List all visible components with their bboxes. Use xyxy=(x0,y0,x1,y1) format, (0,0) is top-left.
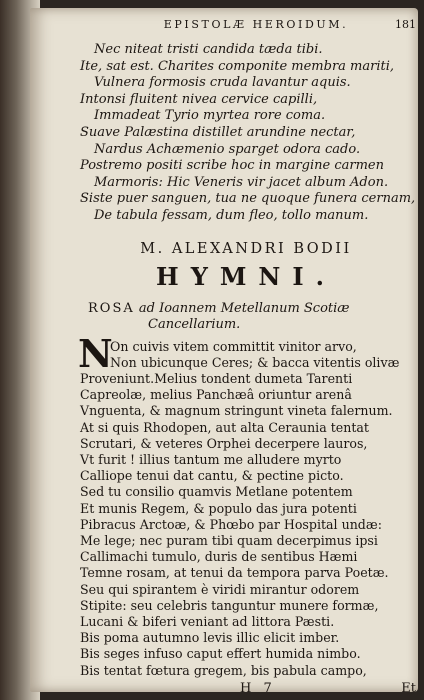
verse-line: Nec niteat tristi candida tæda tibi. xyxy=(94,42,323,57)
poem-line: Calliope tenui dat cantu, & pectine picto. xyxy=(80,468,344,484)
running-title: EPISTOLÆ HEROIDUM. xyxy=(163,18,349,31)
poem-line: Scrutari, & veteres Orphei decerpere lauros, xyxy=(80,435,368,451)
poem-line: Non ubicunque Ceres; & bacca vitentis olivæ xyxy=(110,354,400,370)
verse-line: De tabula fessam, dum fleo, tollo manum. xyxy=(94,207,369,223)
dedication-text: ad Ioannem Metellanum Scotiæ xyxy=(138,300,350,316)
poem-line: Callimachi tumulo, duris de sentibus Hæmi xyxy=(80,549,358,565)
page-number: 181 xyxy=(395,18,416,31)
poem-line: On cuivis vitem committit vinitor arvo, xyxy=(110,338,357,354)
poem-line: Temne rosam, at tenui da tempora parva Poetæ. xyxy=(80,565,389,581)
dedication-line-1 xyxy=(80,301,412,317)
verse-line: Intonsi fluitent nivea cervice capilli, xyxy=(80,91,318,107)
verse-line: Siste puer sanguen, tua ne quoque funera cernam, xyxy=(80,191,416,207)
poem-line: Pibracus Arctoæ, & Phœbo par Hospital undæ: xyxy=(80,516,382,532)
poem-line: Seu qui spirantem è viridi mirantur odorem xyxy=(80,581,360,597)
verse-line: Marmoris: Hic Veneris vir jacet album Adon. xyxy=(94,174,389,190)
page-footer xyxy=(80,680,416,699)
work-title: HYMNI. xyxy=(156,261,336,291)
running-header xyxy=(80,18,416,42)
poem-line: Vt furit ! illius tantum me alludere myrto xyxy=(80,451,342,467)
verses-top xyxy=(80,42,416,225)
poem-line: Proveniunt.Melius tondent dumeta Tarenti xyxy=(80,370,353,386)
verse-line: Vulnera formosis cruda lavantur aquis. xyxy=(94,75,351,91)
poem xyxy=(78,330,412,679)
poem-line: At si quis Rhodopen, aut alta Ceraunia tentat xyxy=(80,419,369,435)
poem-lines xyxy=(78,330,412,679)
poem-line: Me lege; nec puram tibi quam decerpimus ipsi xyxy=(80,532,378,548)
dedication-line-2: Cancellarium. xyxy=(148,316,241,332)
dedication-lead: ROSA xyxy=(88,300,135,316)
verse-line: Nardus Achæmenio sparget odora cado. xyxy=(94,141,361,157)
poem-line: Sed tu consilio quamvis Metlane potentem xyxy=(80,484,353,500)
author-title: M. ALEXANDRI BODII xyxy=(140,240,352,257)
signature-mark: H 7 xyxy=(240,680,276,696)
poem-line: Vnguenta, & magnum stringunt vineta falernum. xyxy=(80,403,393,419)
page-text-block xyxy=(78,18,416,699)
verse-line: Suave Palæstina distillet arundine nectar, xyxy=(80,124,356,140)
poem-line: Bis poma autumno levis illic elicit imber. xyxy=(80,630,340,646)
poem-line: Et munis Regem, & populo das jura potenti xyxy=(80,500,357,516)
poem-line: Stipite: seu celebris tanguntur munere formæ, xyxy=(80,597,379,613)
catchword: Et xyxy=(401,680,416,696)
verse-line: Immadeat Tyrio myrtea rore coma. xyxy=(94,108,326,124)
poem-line: Bis tentat fœtura gregem, bis pabula campo, xyxy=(80,662,367,678)
drop-cap: N xyxy=(78,330,113,376)
verse-line: Ite, sat est. Charites componite membra mariti, xyxy=(80,58,395,74)
poem-line: Lucani & biferi veniant ad littora Pæsti. xyxy=(80,613,335,629)
book-page xyxy=(30,8,418,696)
verse-line: Postremo positi scribe hoc in margine carmen xyxy=(80,158,384,174)
poem-line: Capreolæ, melius Panchæâ oriuntur arenâ xyxy=(80,387,352,403)
poem-line: Bis seges infuso caput effert humida nimbo. xyxy=(80,646,361,662)
